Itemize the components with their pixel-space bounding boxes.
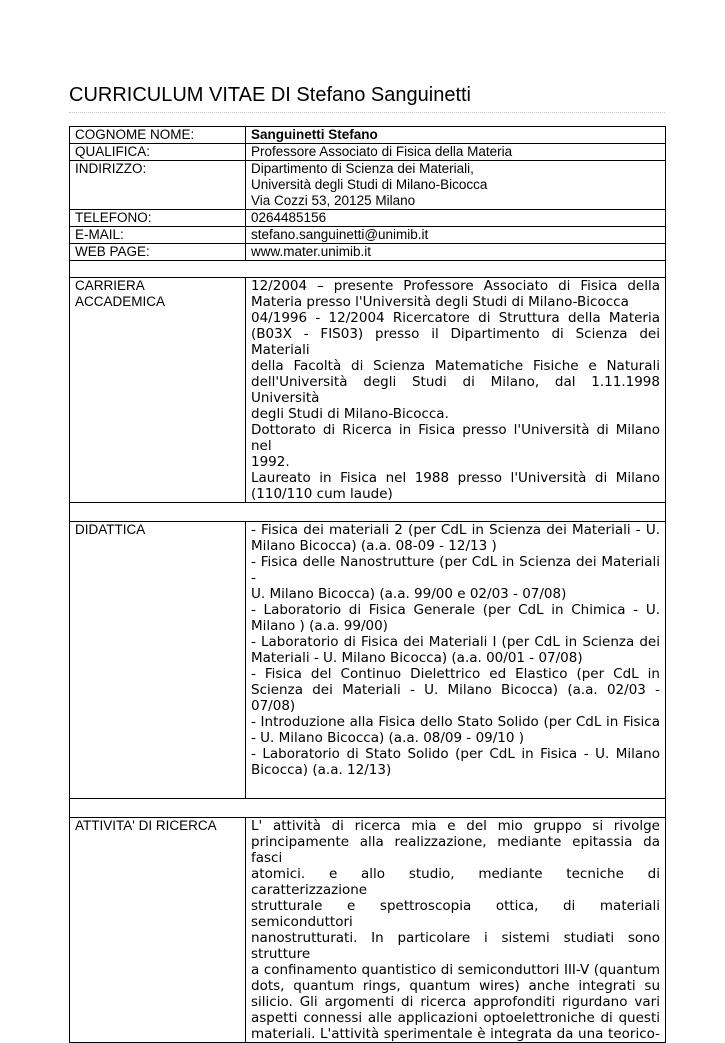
ricerca-line: silicio. Gli argomenti di ricerca approfonditi rigurdano vari bbox=[251, 994, 660, 1010]
spacer-row bbox=[70, 261, 666, 278]
title-divider bbox=[69, 112, 665, 113]
ricerca-label: ATTIVITA' DI RICERCA bbox=[70, 818, 246, 1043]
page-title: CURRICULUM VITAE DI Stefano Sanguinetti bbox=[69, 84, 472, 106]
spacer-cell bbox=[70, 261, 666, 278]
didattica-line: Milano ) (a.a. 99/00) bbox=[251, 618, 388, 634]
ricerca-line: atomici. e allo studio, mediante tecniche di caratterizzazione bbox=[251, 866, 660, 898]
carriera-line: 12/2004 – presente Professore Associato di Fisica della bbox=[251, 278, 660, 294]
web-label: WEB PAGE: bbox=[70, 244, 246, 261]
didattica-line: - Fisica delle Nanostrutture (per CdL in Scienza dei Materiali - bbox=[251, 554, 660, 586]
web-value: www.mater.unimib.it bbox=[246, 244, 666, 261]
ricerca-line: dots, quantum rings, quantum wires) anche integrati su bbox=[251, 978, 660, 994]
row-qualifica bbox=[70, 144, 666, 161]
ricerca-line: aspetti connessi alle applicazioni optoelettroniche di questi bbox=[251, 1010, 660, 1026]
didattica-line: Bicocca) (a.a. 12/13) bbox=[251, 762, 392, 778]
didattica-line: - Laboratorio di Stato Solido (per CdL in Fisica - U. Milano bbox=[251, 746, 660, 762]
didattica-line: Milano Bicocca) (a.a. 08-09 - 12/13 ) bbox=[251, 538, 497, 554]
row-ricerca bbox=[70, 818, 666, 1043]
didattica-line: - Fisica del Continuo Dielettrico ed Elastico (per CdL in bbox=[251, 666, 660, 682]
telefono-label: TELEFONO: bbox=[70, 210, 246, 227]
carriera-line: 04/1996 - 12/2004 Ricercatore di Struttura della Materia bbox=[251, 310, 660, 326]
carriera-label-line: ACCADEMICA bbox=[75, 294, 166, 309]
indirizzo-line: Via Cozzi 53, 20125 Milano bbox=[251, 193, 416, 208]
carriera-line: Materia presso l'Università degli Studi di Milano-Bicocca bbox=[251, 294, 629, 310]
didattica-line: Materiali - U. Milano Bicocca) (a.a. 00/01 - 07/08) bbox=[251, 650, 583, 666]
didattica-line: U. Milano Bicocca) (a.a. 99/00 e 02/03 - 07/08) bbox=[251, 586, 567, 602]
carriera-line: 1992. bbox=[251, 454, 290, 470]
carriera-line: della Facoltà di Scienza Matematiche Fisiche e Naturali bbox=[251, 358, 660, 374]
carriera-label bbox=[70, 278, 246, 503]
spacer-row bbox=[70, 799, 666, 818]
ricerca-line: L' attività di ricerca mia e del mio gruppo si rivolge bbox=[251, 818, 660, 834]
carriera-line: dell'Università degli Studi di Milano, dal 1.11.1998 Università bbox=[251, 374, 660, 406]
row-cognome bbox=[70, 127, 666, 144]
ricerca-line: strutturale e spettroscopia ottica, di materiali semiconduttori bbox=[251, 898, 660, 930]
row-indirizzo bbox=[70, 161, 666, 210]
carriera-line: Laureato in Fisica nel 1988 presso l'Università di Milano bbox=[251, 470, 660, 486]
spacer-cell bbox=[70, 503, 666, 522]
row-carriera bbox=[70, 278, 666, 503]
cognome-value: Sanguinetti Stefano bbox=[246, 127, 666, 144]
email-label: E-MAIL: bbox=[70, 227, 246, 244]
carriera-label-line: CARRIERA bbox=[75, 278, 145, 293]
telefono-value: 0264485156 bbox=[246, 210, 666, 227]
ricerca-line: materiali. L'attività sperimentale è integrata da una teorico- bbox=[251, 1026, 660, 1042]
indirizzo-label: INDIRIZZO: bbox=[70, 161, 246, 210]
ricerca-line: nanostrutturati. In particolare i sistemi studiati sono strutture bbox=[251, 930, 660, 962]
row-telefono bbox=[70, 210, 666, 227]
didattica-text bbox=[246, 522, 666, 799]
carriera-line: (110/110 cum laude) bbox=[251, 486, 393, 502]
email-value: stefano.sanguinetti@unimib.it bbox=[246, 227, 666, 244]
row-didattica bbox=[70, 522, 666, 799]
indirizzo-value bbox=[246, 161, 666, 210]
cognome-label: COGNOME NOME: bbox=[70, 127, 246, 144]
didattica-line: - Laboratorio di Fisica dei Materiali I (per CdL in Scienza dei bbox=[251, 634, 660, 650]
cv-table bbox=[69, 126, 666, 1043]
ricerca-text bbox=[246, 818, 666, 1043]
carriera-text bbox=[246, 278, 666, 503]
didattica-label: DIDATTICA bbox=[70, 522, 246, 799]
qualifica-value: Professore Associato di Fisica della Materia bbox=[246, 144, 666, 161]
didattica-line: - Introduzione alla Fisica dello Stato Solido (per CdL in Fisica bbox=[251, 714, 660, 730]
didattica-line: - Laboratorio di Fisica Generale (per CdL in Chimica - U. bbox=[251, 602, 660, 618]
indirizzo-line: Dipartimento di Scienza dei Materiali, bbox=[251, 161, 474, 176]
didattica-line: 07/08) bbox=[251, 698, 296, 714]
indirizzo-line: Università degli Studi di Milano-Bicocca bbox=[251, 177, 488, 192]
row-web bbox=[70, 244, 666, 261]
row-email bbox=[70, 227, 666, 244]
spacer-row bbox=[70, 503, 666, 522]
didattica-line: - Fisica dei materiali 2 (per CdL in Scienza dei Materiali - U. bbox=[251, 522, 660, 538]
spacer-cell bbox=[70, 799, 666, 818]
carriera-line: Dottorato di Ricerca in Fisica presso l'Università di Milano nel bbox=[251, 422, 660, 454]
ricerca-line: principamente alla realizzazione, mediante epitassia da fasci bbox=[251, 834, 660, 866]
ricerca-line: a confinamento quantistico di semiconduttori III-V (quantum bbox=[251, 962, 660, 978]
carriera-line: degli Studi di Milano-Bicocca. bbox=[251, 406, 449, 422]
carriera-line: (B03X - FIS03) presso il Dipartimento di Scienza dei Materiali bbox=[251, 326, 660, 358]
qualifica-label: QUALIFICA: bbox=[70, 144, 246, 161]
didattica-line: Scienza dei Materiali - U. Milano Bicocca) (a.a. 02/03 - bbox=[251, 682, 660, 698]
didattica-line: - U. Milano Bicocca) (a.a. 08/09 - 09/10 ) bbox=[251, 730, 525, 746]
